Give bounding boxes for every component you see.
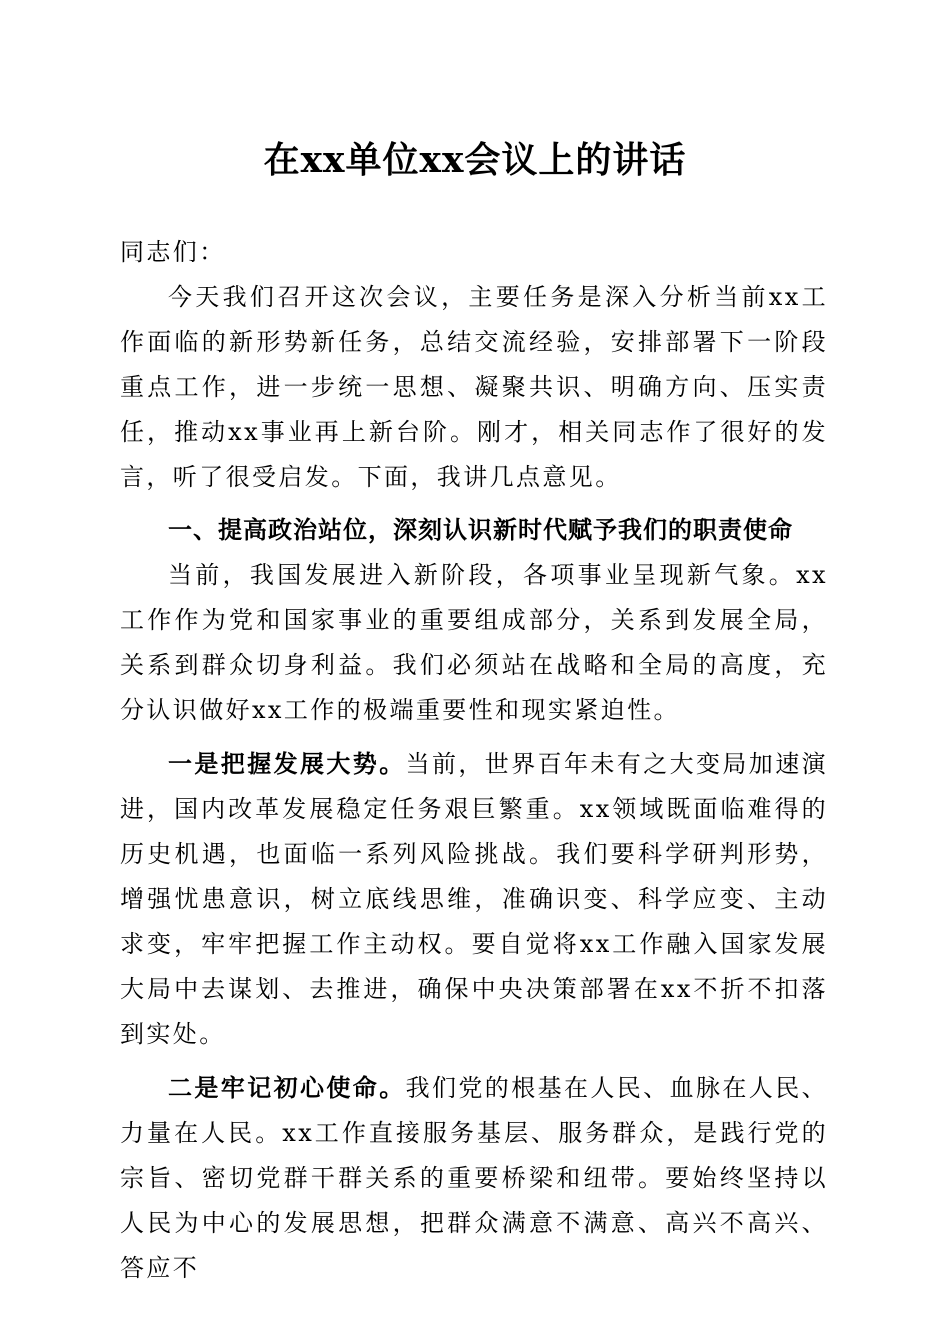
section-heading: 一、提高政治站位，深刻认识新时代赋予我们的职责使命 [168, 516, 793, 544]
greeting: 同志们： [120, 238, 226, 266]
intro-paragraph: 今天我们召开这次会议，主要任务是深入分析当前xx工作面临的新形势新任务，总结交流经验，安排部署下一阶段重点工作，进一步统一思想、凝聚共识、明确方向、压实责任，推动xx事业再上新台阶。刚才，相关同志作了很好的发言，听了很受启发。下面，我讲几点意见。 [120, 283, 828, 491]
point-lead-1: 一是把握发展大势。 [168, 749, 406, 778]
section-paragraph: 当前，我国发展进入新阶段，各项事业呈现新气象。xx工作作为党和国家事业的重要组成部分，关系到发展全局，关系到群众切身利益。我们必须站在战略和全局的高度，充分认识做好xx工作的极端重要性和现实紧迫性。 [120, 561, 828, 724]
point-paragraph-2 [120, 1065, 828, 1291]
point-paragraph-1 [120, 741, 828, 1057]
point-lead-2: 二是牢记初心使命。 [168, 1073, 406, 1102]
point-text-1: 当前，世界百年未有之大变局加速演进，国内改革发展稳定任务艰巨繁重。xx领域既面临难得的历史机遇，也面临一系列风险挑战。我们要科学研判形势，增强忧患意识，树立底线思维，准确识变、科学应变、主动求变，牢牢把握工作主动权。要自觉将xx工作融入国家发展大局中去谋划、去推进，确保中央决策部署在xx不折不扣落到实处。 [120, 750, 829, 1048]
document-title: 在xx单位xx会议上的讲话 [263, 139, 687, 181]
point-text-2: 我们党的根基在人民、血脉在人民、力量在人民。xx工作直接服务基层、服务群众，是践行党的宗旨、密切党群干群关系的重要桥梁和纽带。要始终坚持以人民为中心的发展思想，把群众满意不满意、高兴不高兴、答应不 [120, 1074, 829, 1282]
document-body [120, 230, 828, 1291]
